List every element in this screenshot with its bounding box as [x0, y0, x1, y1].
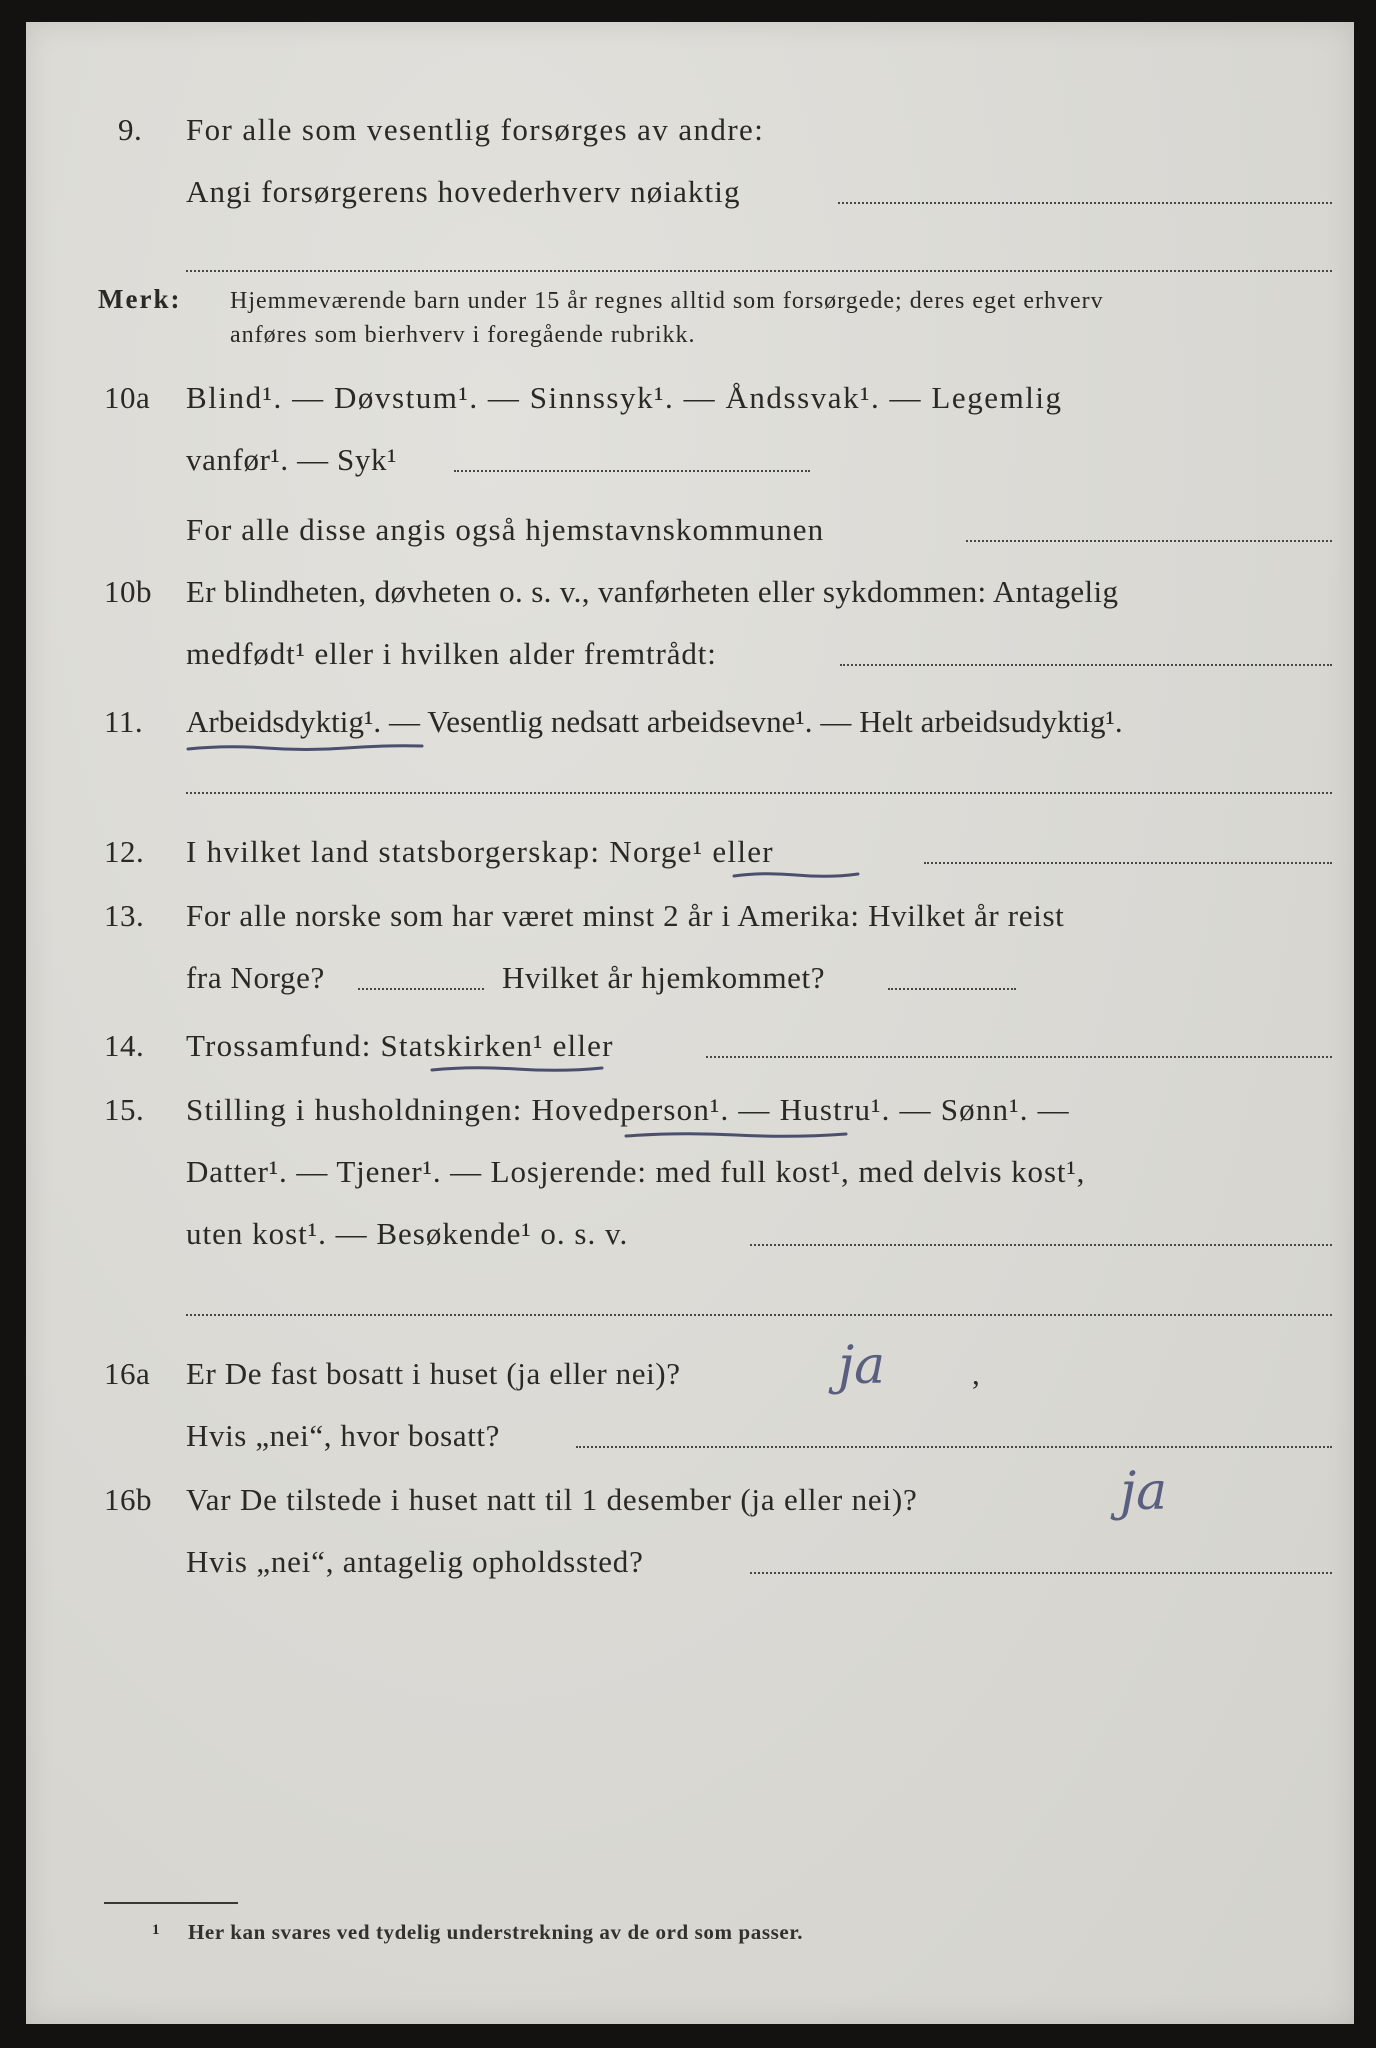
q10b-line1: Er blindheten, døvheten o. s. v., vanførheten eller sykdommen: Antagelig: [186, 574, 1119, 609]
q15-line1: Stilling i husholdningen: Hovedperson¹. — Hustru¹. — Sønn¹. —: [186, 1092, 1070, 1127]
q11-underline-mark: [186, 740, 426, 756]
q11-answer-line[interactable]: [186, 792, 1332, 794]
q15-line3: uten kost¹. — Besøkende¹ o. s. v.: [186, 1216, 629, 1251]
q15-underline-mark: [624, 1128, 850, 1142]
footnote-rule: [104, 1902, 238, 1904]
q15-number: 15.: [104, 1092, 145, 1127]
q13-line1: For alle norske som har været minst 2 år i Amerika: Hvilket år reist: [186, 898, 1065, 933]
q13-number: 13.: [104, 898, 145, 933]
q12-underline-mark: [732, 868, 862, 882]
q10a-line1: Blind¹. — Døvstum¹. — Sinnssyk¹. — Åndssvak¹. — Legemlig: [186, 380, 1063, 415]
q13-line2a: fra Norge?: [186, 960, 325, 995]
q10a-line3: For alle disse angis også hjemstavnskommunen: [186, 512, 825, 547]
q16a-handwritten-answer[interactable]: ja: [838, 1336, 886, 1396]
q16b-line1: Var De tilstede i huset natt til 1 desember (ja eller nei)?: [186, 1482, 918, 1517]
q16a-comma: ,: [972, 1356, 981, 1391]
q16a-number: 16a: [104, 1356, 151, 1391]
q11-line1: Arbeidsdyktig¹. — Vesentlig nedsatt arbeidsevne¹. — Helt arbeidsudyktig¹.: [186, 704, 1123, 739]
q10a-syk-answer-line[interactable]: [454, 470, 810, 472]
q9-line2: Angi forsørgerens hovederhverv nøiaktig: [186, 174, 741, 209]
q16b-number: 16b: [104, 1482, 152, 1517]
merk-line2: anføres som bierhverv i foregående rubrikk.: [230, 322, 696, 348]
q15-answer-line-2[interactable]: [186, 1314, 1332, 1316]
q10a-number: 10a: [104, 380, 151, 415]
q10a-line2: vanfør¹. — Syk¹: [186, 442, 397, 477]
q14-answer-line[interactable]: [706, 1056, 1332, 1058]
q14-line1: Trossamfund: Statskirken¹ eller: [186, 1028, 614, 1063]
q12-line1: I hvilket land statsborgerskap: Norge¹ eller: [186, 834, 774, 869]
q16b-handwritten-answer[interactable]: ja: [1120, 1462, 1168, 1522]
q16b-line2: Hvis „nei“, antagelig opholdssted?: [186, 1544, 644, 1579]
q10b-line2: medfødt¹ eller i hvilken alder fremtrådt:: [186, 636, 717, 671]
footnote-text: Her kan svares ved tydelig understrekning av de ord som passer.: [188, 1920, 804, 1944]
q13-hjemkommet-answer-line[interactable]: [888, 988, 1016, 990]
q16b-answer-line[interactable]: [750, 1572, 1332, 1574]
q11-number: 11.: [104, 704, 144, 739]
q14-underline-mark: [430, 1062, 606, 1076]
merk-line1: Hjemmeværende barn under 15 år regnes alltid som forsørgede; deres eget erhverv: [230, 288, 1104, 314]
q10a-hjemstavn-answer-line[interactable]: [966, 540, 1332, 542]
q15-answer-line[interactable]: [750, 1244, 1332, 1246]
footnote-marker: 1: [152, 1922, 160, 1938]
q15-line2: Datter¹. — Tjener¹. — Losjerende: med full kost¹, med delvis kost¹,: [186, 1154, 1086, 1189]
q16a-line1: Er De fast bosatt i huset (ja eller nei)?: [186, 1356, 681, 1391]
q10b-number: 10b: [104, 574, 152, 609]
q13-line2b: Hvilket år hjemkommet?: [502, 960, 826, 995]
merk-label: Merk:: [98, 284, 182, 314]
q12-number: 12.: [104, 834, 145, 869]
q9-line1: For alle som vesentlig forsørges av andre:: [186, 112, 765, 147]
q10b-answer-line[interactable]: [840, 664, 1332, 666]
q14-number: 14.: [104, 1028, 145, 1063]
q16a-answer-line[interactable]: [576, 1446, 1332, 1448]
census-form-page: [26, 22, 1354, 2024]
q16a-line2: Hvis „nei“, hvor bosatt?: [186, 1418, 500, 1453]
q12-answer-line[interactable]: [924, 862, 1332, 864]
q9-answer-line-2[interactable]: [186, 270, 1332, 272]
q9-answer-line[interactable]: [838, 202, 1332, 204]
q13-reist-answer-line[interactable]: [358, 988, 484, 990]
q9-number: 9.: [118, 112, 143, 147]
